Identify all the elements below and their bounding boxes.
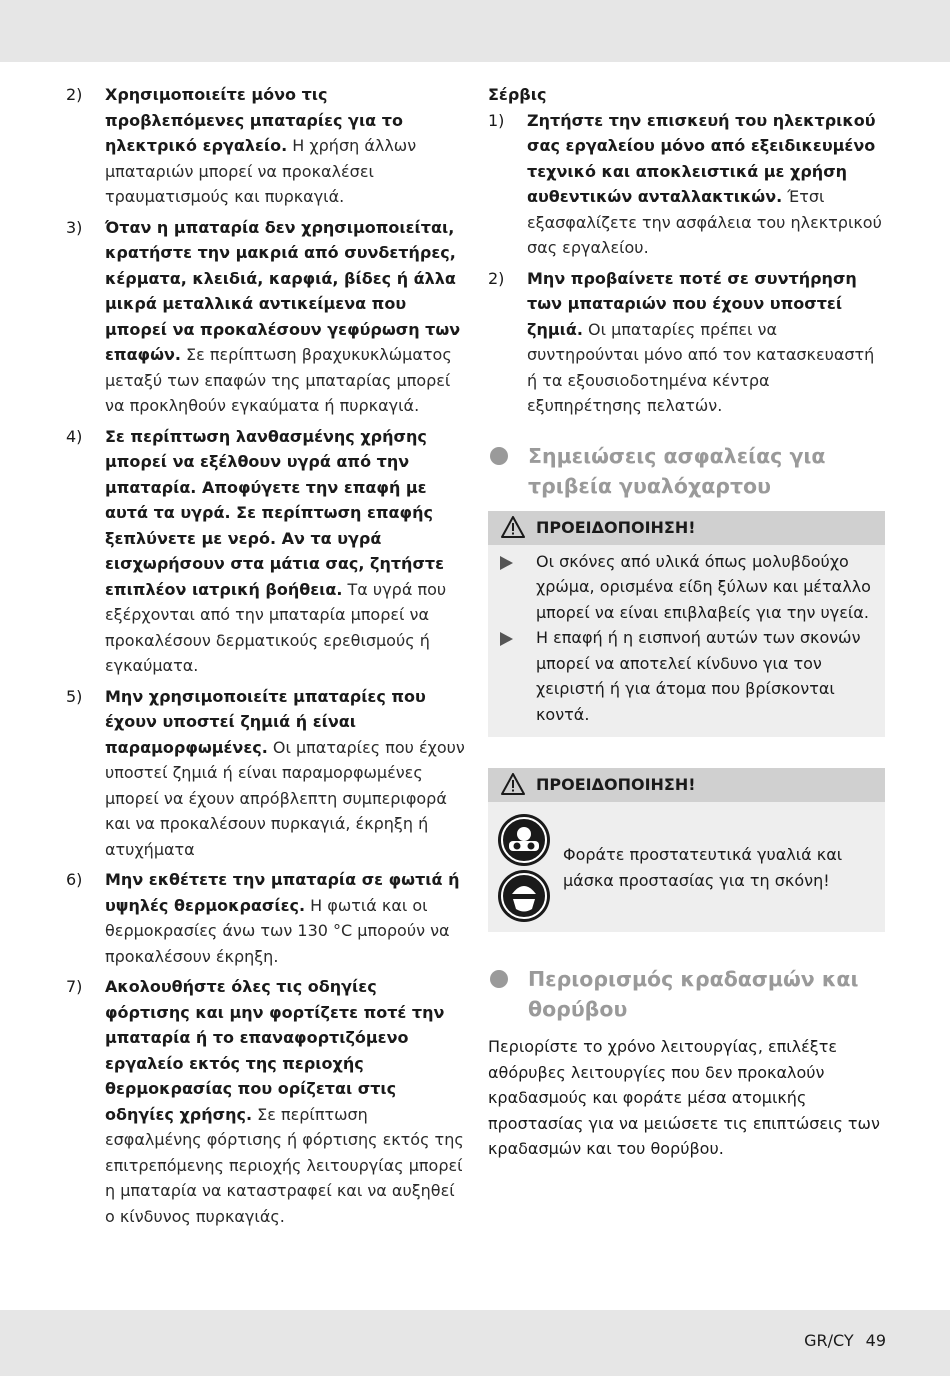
warning-box <box>488 511 885 738</box>
warning-triangle-icon <box>501 516 525 538</box>
warning-bullet <box>500 549 873 626</box>
item-bold-text: Ακολουθήστε όλες τις οδηγίες φόρτισης και μην φορτίζετε ποτέ την μπαταρία ή το επαναφορτιζόμενο εργαλείο εκτός της περιοχής θερμοκρασίας που ορίζεται στις οδηγίες χρήσης. <box>105 977 445 1124</box>
item-bold-text: Μην προβαίνετε ποτέ σε συντήρηση των μπαταριών που έχουν υποστεί ζημιά. <box>527 268 857 339</box>
item-text: Οι μπαταρίες πρέπει να συντηρούνται μόνο από τον κατασκευαστή ή τα εξουσιοδοτημένα κέντρα εξυπηρέτησης πελατών. <box>527 319 875 415</box>
header-band <box>0 0 950 62</box>
item-bold-text: Μην εκθέτετε την μπαταρία σε φωτιά ή υψηλές θερμοκρασίες. <box>105 870 460 915</box>
item-text: Σε περίπτωση βραχυκυκλώματος μεταξύ των επαφών της μπαταρίας μπορεί να προκληθούν εγκαύματα ή πυρκαγιά. <box>105 345 452 415</box>
list-item <box>66 215 466 419</box>
item-bold-text: Όταν η μπαταρία δεν χρησιμοποιείται, κρατήστε την μακριά από συνδετήρες, κέρματα, κλειδιά, καρφιά, βίδες ή άλλα μικρά μεταλλικά αντικείμενα που μπορεί να προκαλέσουν γεφύρωση των επαφών. <box>105 217 461 364</box>
warning-label: ΠΡΟΕΙΔΟΠΟΙΗΣΗ! <box>536 517 696 537</box>
item-bold-text: Ζητήστε την επισκευή του ηλεκτρικού σας εργαλείου μόνο από εξειδικευμένο τεχνικό και αποκλειστικά με χρήση αυθεντικών ανταλλακτικών. <box>527 110 876 206</box>
item-number: 1) <box>488 110 505 130</box>
warning-text: Οι σκόνες από υλικά όπως μολυβδούχο χρώμα, ορισμένα είδη ξύλων και μέταλλο μπορεί να είναι επιβλαβείς για την υγεία. <box>536 551 871 622</box>
section-bullet-icon <box>490 970 508 988</box>
item-bold-text: Χρησιμοποιείτε μόνο τις προβλεπόμενες μπαταρίες για το ηλεκτρικό εργαλείο. <box>105 85 403 155</box>
section-title-text: Περιορισμός κραδασμών και θορύβου <box>528 967 859 1021</box>
dust-mask-icon <box>498 870 550 922</box>
left-column <box>66 82 466 1234</box>
item-bold-text: Σε περίπτωση λανθασμένης χρήσης μπορεί να εξέλθουν υγρά από την μπαταρία. Αποφύγετε την επαφή με αυτά τα υγρά. Σε περίπτωση επαφής ξεπλύνετε με νερό. Αν τα υγρά εισχωρήσουν στα μάτια σας, ζητήστε επιπλέον ιατρική βοήθεια. <box>105 426 445 599</box>
ppe-warning-box <box>488 768 885 932</box>
warning-body <box>488 545 885 738</box>
list-item <box>66 424 466 679</box>
item-text: Οι μπαταρίες που έχουν υποστεί ζημιά ή είναι παραμορφωμένες μπορεί να έχουν απρόβλεπτη συμπεριφορά και να προκαλέσουν πυρκαγιά, έκρηξη ή ατυχήματα <box>105 737 465 859</box>
bullet-triangle-icon <box>500 556 513 570</box>
right-column <box>488 82 886 1162</box>
item-text: Έτσι εξασφαλίζετε την ασφάλεια του ηλεκτρικού σας εργαλείου. <box>527 187 882 257</box>
page-number: 49 <box>865 1331 886 1350</box>
safety-goggles-icon <box>498 814 550 866</box>
item-number: 7) <box>66 977 83 996</box>
warning-header <box>488 768 885 802</box>
bullet-triangle-icon <box>500 632 513 646</box>
list-item <box>66 684 466 863</box>
list-item <box>66 974 466 1229</box>
list-item <box>488 266 886 419</box>
section-title-sanders <box>488 441 886 501</box>
warning-text: Η επαφή ή η εισπνοή αυτών των σκονών μπορεί να αποτελεί κίνδυνο για τον χειριστή ή για άτομα που βρίσκονται κοντά. <box>536 628 861 724</box>
item-number: 2) <box>488 268 505 288</box>
item-text: Η φωτιά και οι θερμοκρασίες άνω των 130 °C μπορούν να προκαλέσουν έκρηξη. <box>105 895 450 966</box>
section-title-text: Σημειώσεις ασφαλείας για τριβεία γυαλόχαρτου <box>528 443 826 498</box>
ppe-content <box>488 802 885 932</box>
item-number: 5) <box>66 686 83 706</box>
vibration-paragraph: Περιορίστε το χρόνο λειτουργίας, επιλέξτε αθόρυβες λειτουργίες που δεν προκαλούν κραδασμούς και φοράτε μέσα ατομικής προστασίας για να μειώσετε τις επιπτώσεις των κραδασμών και του θορύβου. <box>488 1037 880 1158</box>
warning-bullet <box>500 625 873 727</box>
warning-triangle-icon <box>501 773 525 795</box>
section-bullet-icon <box>490 447 508 465</box>
ppe-text: Φοράτε προστατευτικά γυαλιά και μάσκα προστασίας για τη σκόνη! <box>563 845 843 890</box>
list-item <box>488 108 886 261</box>
list-item <box>66 867 466 969</box>
item-text: Τα υγρά που εξέρχονται από την μπαταρία μπορεί να προκαλέσουν δερματικούς ερεθισμούς ή εγκαύματα. <box>105 579 447 675</box>
item-bold-text: Μην χρησιμοποιείτε μπαταρίες που έχουν υποστεί ζημιά ή είναι παραμορφωμένες. <box>105 686 426 757</box>
service-heading: Σέρβις <box>488 85 547 104</box>
warning-header <box>488 511 885 545</box>
list-item <box>66 82 466 210</box>
item-number: 4) <box>66 426 83 446</box>
footer-language: GR/CY <box>804 1331 854 1350</box>
page-footer <box>792 1331 886 1350</box>
item-text: Σε περίπτωση εσφαλμένης φόρτισης ή φόρτισης εκτός της επιτρεπόμενης περιοχής λειτουργίας μπορεί η μπαταρία να καταστραφεί και να αυξηθεί ο κίνδυνος πυρκαγιάς. <box>105 1104 464 1226</box>
item-text: Η χρήση άλλων μπαταριών μπορεί να προκαλέσει τραυματισμούς και πυρκαγιά. <box>105 136 417 206</box>
section-title-vibration <box>488 964 886 1024</box>
item-number: 6) <box>66 870 83 889</box>
warning-label: ΠΡΟΕΙΔΟΠΟΙΗΣΗ! <box>536 775 696 794</box>
item-number: 3) <box>66 217 83 237</box>
item-number: 2) <box>66 85 83 104</box>
